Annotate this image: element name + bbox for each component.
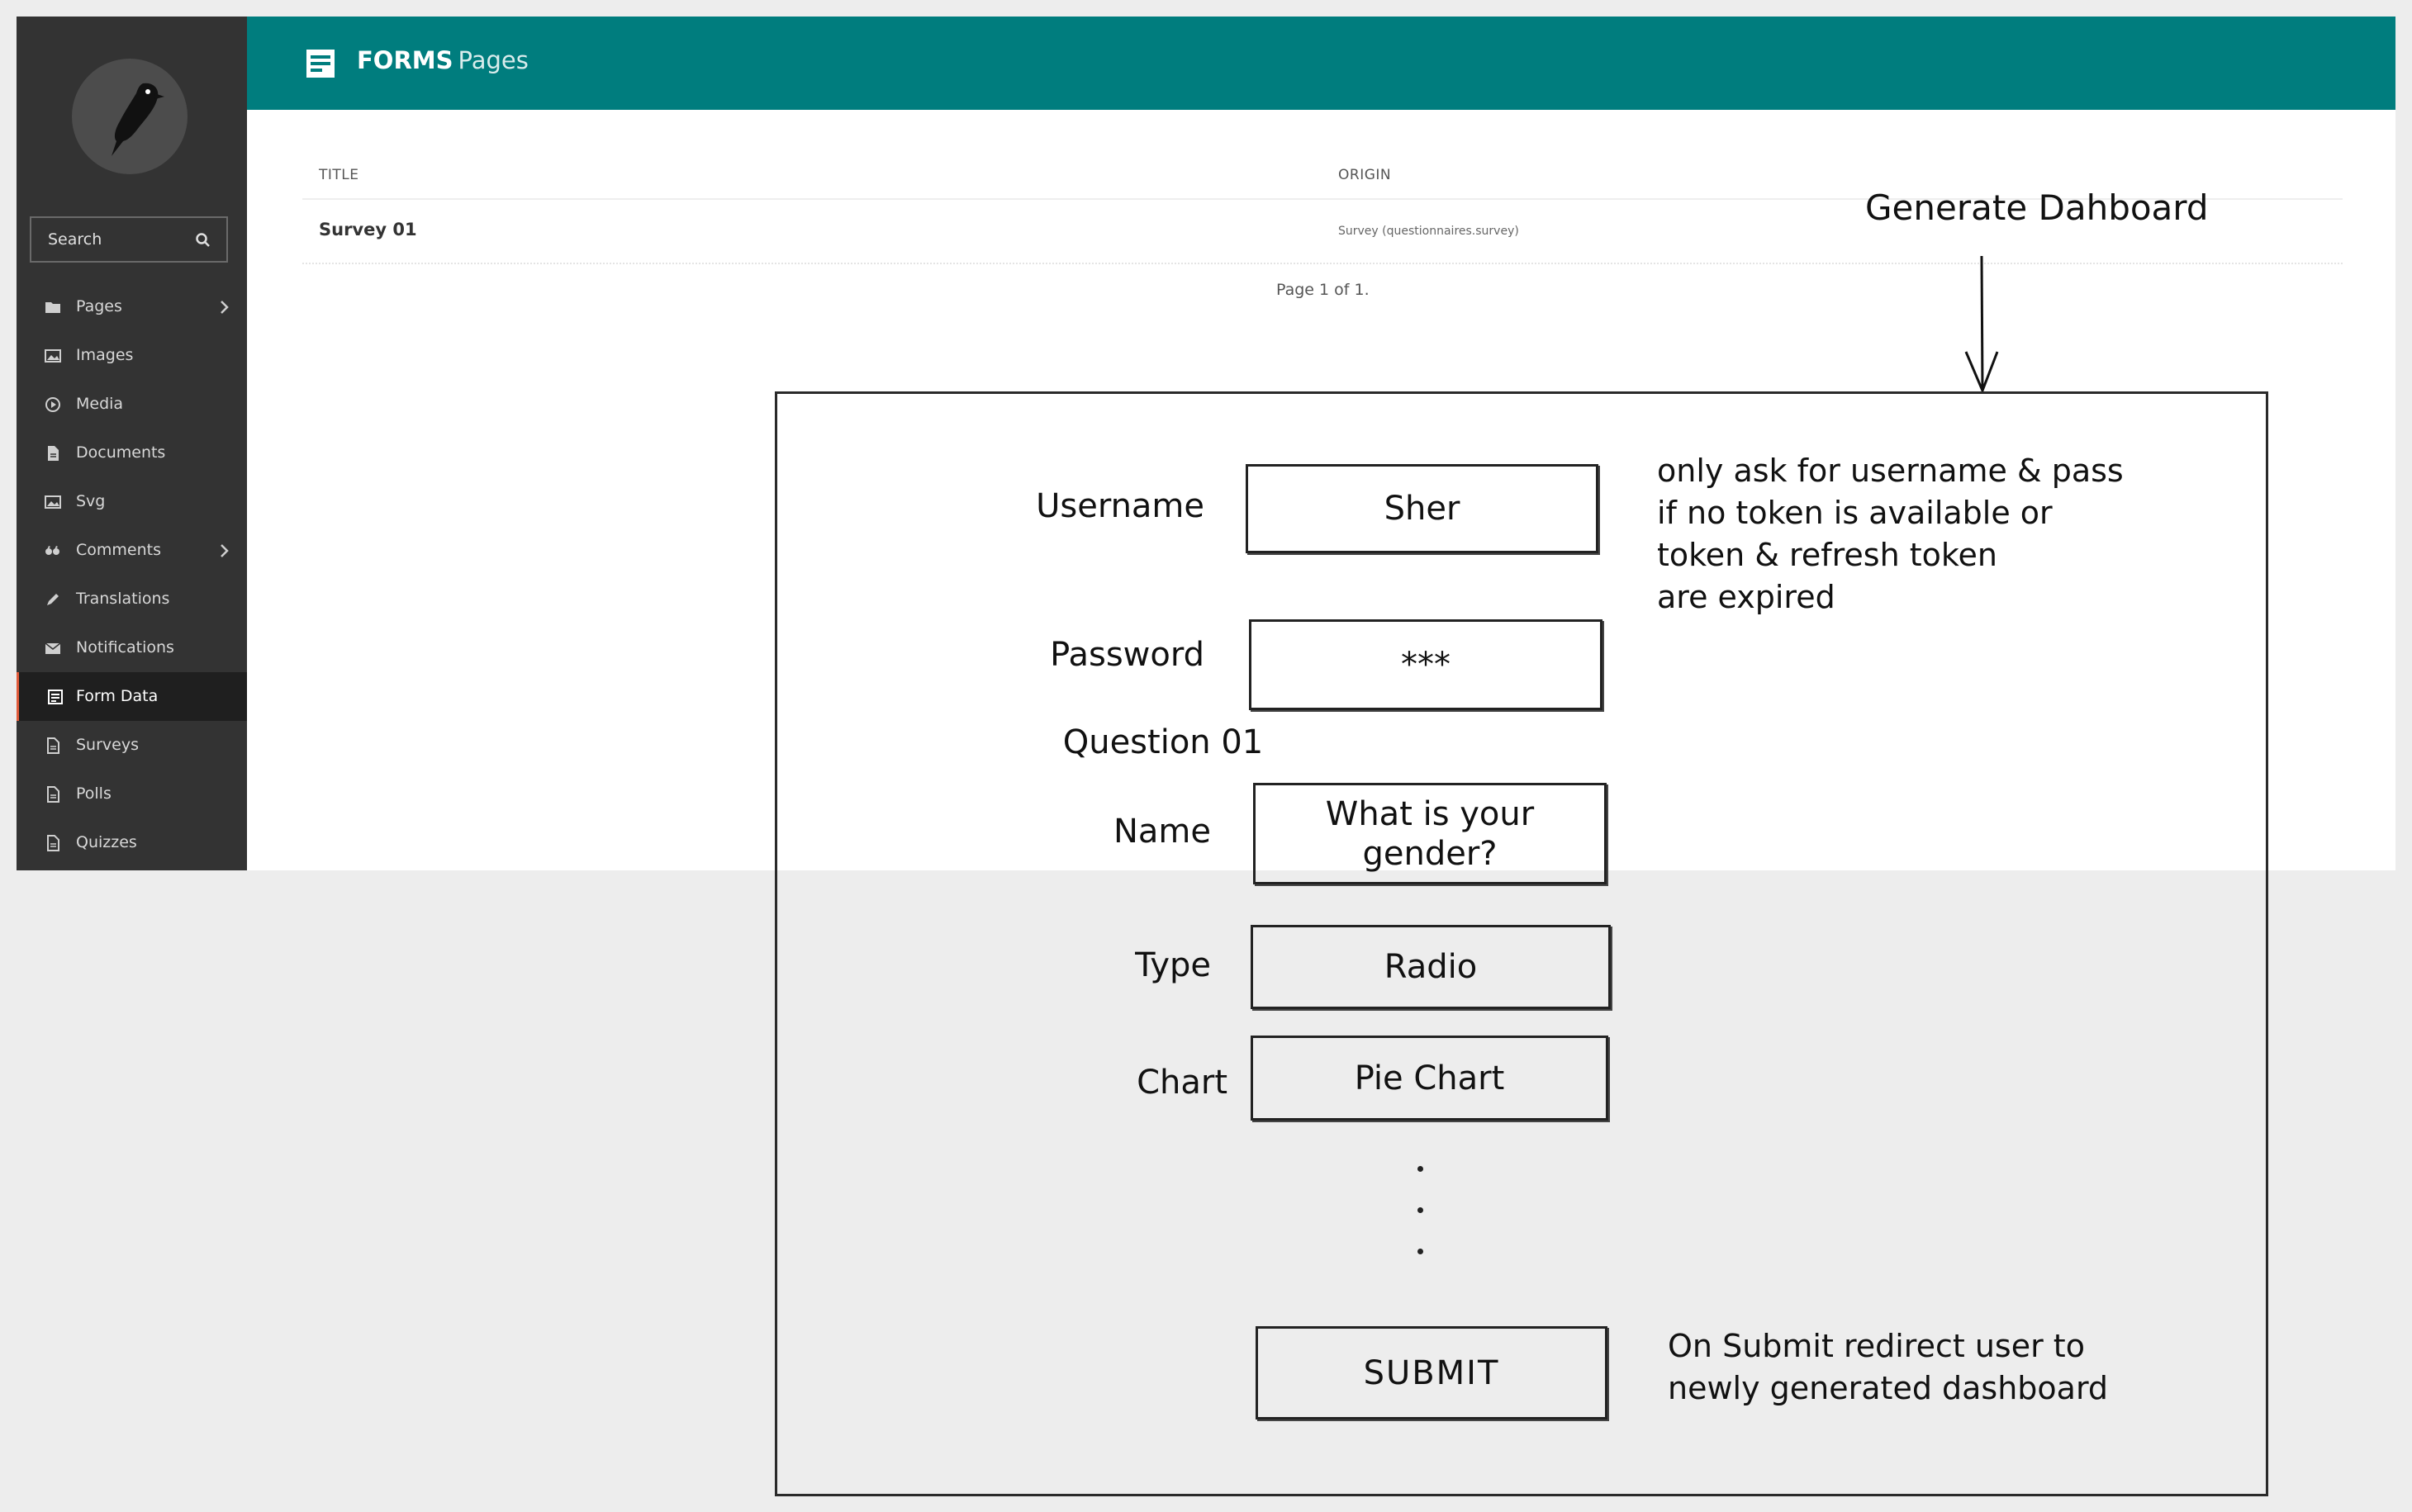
auth-note: only ask for username & pass if no token is available or token & refresh token are expired bbox=[1657, 453, 2124, 615]
arrow-down-icon bbox=[1961, 254, 2002, 395]
question-heading: Question 01 bbox=[1062, 723, 1264, 761]
sidebar-item-label: Documents bbox=[76, 443, 166, 462]
forms-icon bbox=[305, 48, 336, 79]
sidebar-item-label: Quizzes bbox=[76, 833, 137, 851]
quote-icon bbox=[44, 542, 62, 560]
sidebar-item-label: Form Data bbox=[76, 687, 159, 705]
sidebar-item-label: Svg bbox=[76, 492, 106, 510]
chevron-right-icon bbox=[219, 543, 230, 559]
password-field[interactable]: *** bbox=[1249, 619, 1602, 710]
column-header-title[interactable]: TITLE bbox=[319, 167, 359, 183]
envelope-icon bbox=[44, 639, 62, 657]
sidebar-item-polls[interactable] bbox=[17, 770, 247, 818]
table-row-origin: Survey (questionnaires.survey) bbox=[1338, 225, 1519, 238]
chart-type-field[interactable]: Pie Chart bbox=[1251, 1036, 1608, 1121]
sidebar-item-label: Translations bbox=[76, 590, 170, 608]
sidebar-item-label: Media bbox=[76, 395, 124, 413]
chart-label: Chart bbox=[1137, 1064, 1227, 1102]
table-row-title-link[interactable]: Survey 01 bbox=[319, 220, 417, 239]
submit-button[interactable]: SUBMIT bbox=[1256, 1326, 1607, 1420]
sidebar-item-surveys[interactable] bbox=[17, 721, 247, 770]
sidebar-item-label: Images bbox=[76, 346, 134, 364]
sidebar-item-label: Pages bbox=[76, 297, 122, 315]
sidebar-item-images[interactable] bbox=[17, 331, 247, 380]
table-row-divider bbox=[302, 263, 2343, 264]
bird-logo-icon bbox=[72, 59, 188, 174]
sidebar-item-translations[interactable] bbox=[17, 575, 247, 623]
type-label: Type bbox=[1135, 946, 1211, 984]
doc-icon bbox=[44, 737, 62, 755]
sidebar-item-label: Notifications bbox=[76, 638, 174, 656]
sidebar-item-pages[interactable] bbox=[17, 282, 247, 331]
sidebar-item-notifications[interactable] bbox=[17, 623, 247, 672]
search-placeholder: Search bbox=[48, 230, 102, 249]
password-label: Password bbox=[1050, 636, 1204, 674]
search-icon[interactable] bbox=[195, 232, 211, 249]
sidebar-item-media[interactable] bbox=[17, 380, 247, 429]
image-icon bbox=[44, 493, 62, 511]
doc-icon bbox=[44, 785, 62, 803]
sidebar-item-quizzes[interactable] bbox=[17, 818, 247, 867]
question-type-field[interactable]: Radio bbox=[1251, 925, 1611, 1009]
sidebar-item-form-data[interactable] bbox=[17, 672, 247, 721]
play-icon bbox=[44, 396, 62, 414]
name-label: Name bbox=[1113, 813, 1211, 851]
submit-note: On Submit redirect user to newly generated dashboard bbox=[1668, 1328, 2109, 1406]
page-header bbox=[247, 17, 2395, 110]
image-icon bbox=[44, 347, 62, 365]
page-subtitle: Pages bbox=[458, 46, 529, 74]
page-title bbox=[357, 46, 529, 74]
question-name-field[interactable]: What is your gender? bbox=[1253, 783, 1607, 884]
folder-icon bbox=[44, 298, 62, 316]
search-input[interactable] bbox=[30, 216, 228, 263]
sidebar-menu bbox=[17, 282, 247, 867]
sidebar-item-documents[interactable] bbox=[17, 429, 247, 477]
pencil-icon bbox=[44, 590, 62, 609]
username-label: Username bbox=[1036, 487, 1204, 525]
username-field[interactable]: Sher bbox=[1246, 464, 1598, 553]
form-icon bbox=[46, 688, 64, 706]
continuation-dot bbox=[1417, 1207, 1423, 1213]
page-title-main: FORMS bbox=[357, 46, 453, 74]
continuation-dot bbox=[1417, 1249, 1423, 1254]
sidebar-item-label: Surveys bbox=[76, 736, 139, 754]
continuation-dot bbox=[1417, 1166, 1423, 1172]
pagination: Page 1 of 1. bbox=[1276, 281, 1370, 299]
sidebar-item-comments[interactable] bbox=[17, 526, 247, 575]
column-header-origin[interactable]: ORIGIN bbox=[1338, 167, 1392, 183]
doc-icon bbox=[44, 834, 62, 852]
generate-dashboard-label: Generate Dahboard bbox=[1865, 187, 2209, 228]
sidebar-item-label: Polls bbox=[76, 784, 112, 803]
sidebar bbox=[17, 17, 247, 870]
sidebar-item-svg[interactable] bbox=[17, 477, 247, 526]
sidebar-item-label: Comments bbox=[76, 541, 161, 559]
logo[interactable] bbox=[72, 59, 188, 174]
chevron-right-icon bbox=[219, 299, 230, 315]
document-icon bbox=[44, 444, 62, 462]
